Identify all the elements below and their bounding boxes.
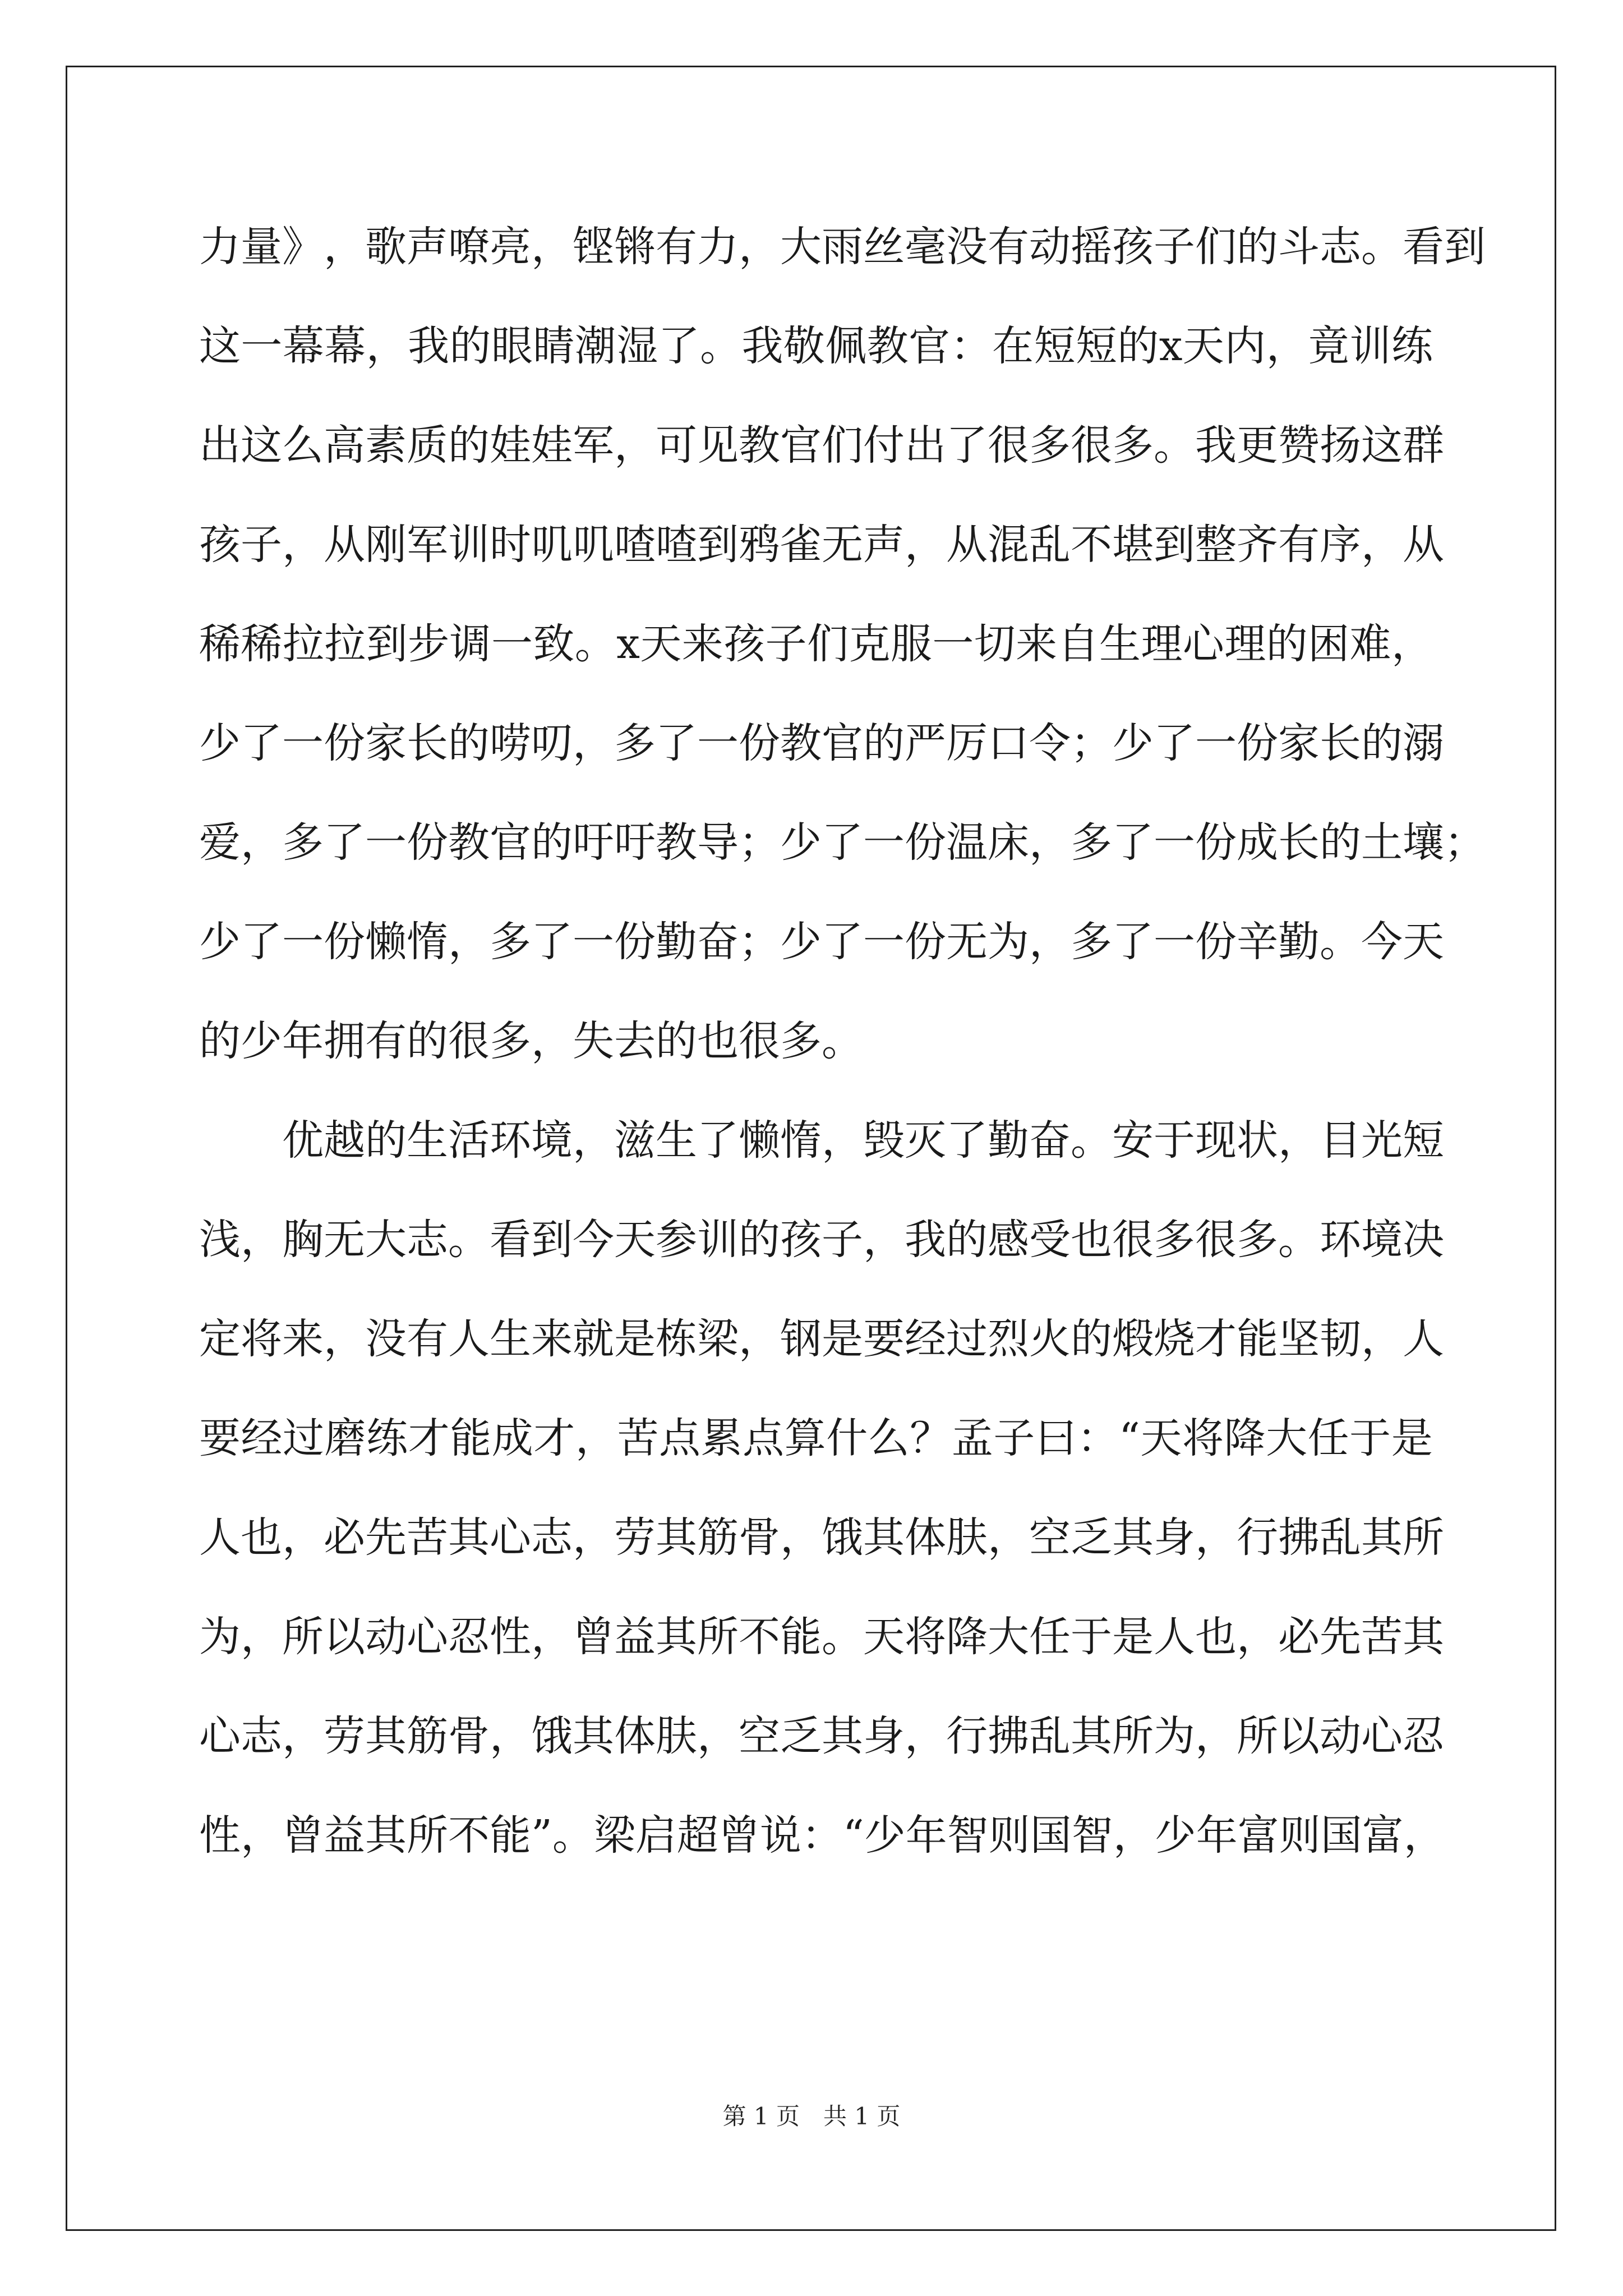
text-line: 心 志 ， 劳 其 筋 骨 ， 饿 其 体 肤 ， 空 乏 其 身 ， 行 拂 乱 其 所 为 ， 所 以 动 心 忍 bbox=[199, 1712, 1444, 1760]
text-line: 为 ， 所 以 动 心 忍 性 ， 曾 益 其 所 不 能 。 天 将 降 大 任 于 是 人 也 ， 必 先 苦 其 bbox=[199, 1613, 1444, 1661]
text-line: 人 也 ， 必 先 苦 其 心 志 ， 劳 其 筋 骨 ， 饿 其 体 肤 ， 空 乏 其 身 ， 行 拂 乱 其 所 bbox=[199, 1513, 1444, 1562]
text-line: 的少年拥有的很多，失去的也很多。 bbox=[199, 1017, 863, 1065]
text-line: 孩 子 ， 从 刚 军 训 时 叽 叽 喳 喳 到 鸦 雀 无 声 ， 从 混 乱 不 堪 到 整 齐 有 序 ， 从 bbox=[199, 521, 1444, 569]
text-line: 少 了 一 份 家 长 的 唠 叨 ， 多 了 一 份 教 官 的 严 厉 口 令 ； 少 了 一 份 家 长 的 溺 bbox=[199, 719, 1444, 767]
document-body bbox=[199, 216, 1486, 1904]
text-line: 力 量 》 ， 歌 声 嘹 亮 ， 铿 锵 有 力 ， 大 雨 丝 毫 没 有 动 摇 孩 子 们 的 斗 志 。 看 到 bbox=[199, 223, 1486, 271]
text-line: 要 经 过 磨 练 才 能 成 才 ， 苦 点 累 点 算 什 么 ？ 孟 子 曰 ： “ 天 将 降 大 任 于 是 bbox=[199, 1414, 1433, 1462]
text-line: 出 这 么 高 素 质 的 娃 娃 军 ， 可 见 教 官 们 付 出 了 很 多 很 多 。 我 更 赞 扬 这 群 bbox=[199, 421, 1444, 470]
text-line: 性 ， 曾 益 其 所 不 能 ” 。 梁 启 超 曾 说 ： “ 少 年 智 则 国 智 ， 少 年 富 则 国 富 ， bbox=[199, 1811, 1445, 1860]
text-line: 爱 ， 多 了 一 份 教 官 的 吁 吁 教 导 ； 少 了 一 份 温 床 ， 多 了 一 份 成 长 的 土 壤 ； bbox=[199, 818, 1486, 867]
text-line: 这 一 幕 幕 ， 我 的 眼 睛 潮 湿 了 。 我 敬 佩 教 官 ： 在 短 短 的 x 天 内 ， 竟 训 练 bbox=[199, 322, 1433, 370]
paragraph-first-line: 优 越 的 生 活 环 境 ， 滋 生 了 懒 惰 ， 毁 灭 了 勤 奋 。 安 于 现 状 ， 目 光 短 bbox=[282, 1116, 1444, 1165]
text-line: 定 将 来 ， 没 有 人 生 来 就 是 栋 梁 ， 钢 是 要 经 过 烈 火 的 煅 烧 才 能 坚 韧 ， 人 bbox=[199, 1315, 1444, 1363]
page-footer: 第 1 页 共 1 页 bbox=[722, 2102, 901, 2130]
text-line: 少 了 一 份 懒 惰 ， 多 了 一 份 勤 奋 ； 少 了 一 份 无 为 ， 多 了 一 份 辛 勤 。 今 天 bbox=[199, 918, 1444, 966]
text-line: 稀 稀 拉 拉 到 步 调 一 致 。 x 天 来 孩 子 们 克 服 一 切 来 自 生 理 心 理 的 困 难 ， bbox=[199, 620, 1433, 668]
text-line: 浅 ， 胸 无 大 志 。 看 到 今 天 参 训 的 孩 子 ， 我 的 感 受 也 很 多 很 多 。 环 境 决 bbox=[199, 1216, 1444, 1264]
